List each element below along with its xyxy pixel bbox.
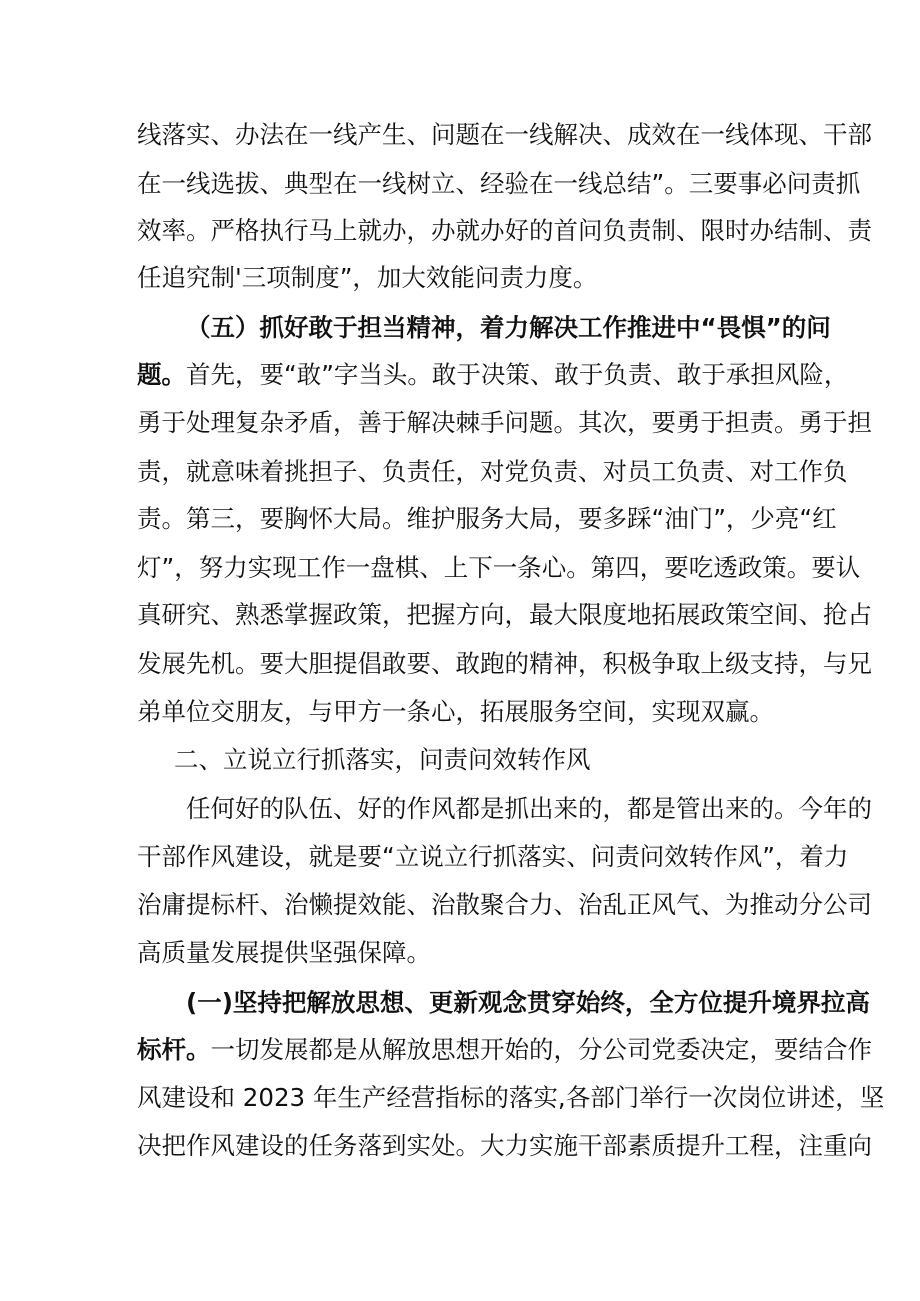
paragraph-3-line-4: 高质量发展提供坚强保障。 <box>137 938 431 967</box>
paragraph-4-heading-end: 标杆。 <box>137 1035 211 1064</box>
paragraph-2-line-7: 真研究、熟悉掌握政策，把握方向，最大限度地拓展政策空间、抢占 <box>137 600 872 629</box>
paragraph-1-line-1: 线落实、办法在一线产生、问题在一线解决、成效在一线体现、干部 <box>137 120 872 149</box>
paragraph-4-line-3: 风建设和 2023 年生产经营指标的落实,各部门举行一次岗位讲述，坚 <box>137 1083 885 1112</box>
section-heading: 二、立说立行抓落实，问责问效转作风 <box>174 745 591 774</box>
paragraph-2-line-5: 责。第三，要胸怀大局。维护服务大局，要多踩“油门”，少亮“红 <box>137 504 837 533</box>
paragraph-4-line-4: 决把作风建设的任务落到实处。大力实施干部素质提升工程，注重向 <box>137 1131 872 1160</box>
paragraph-3-line-2: 干部作风建设，就是要“立说立行抓落实、问责问效转作风”，着力 <box>137 842 849 871</box>
paragraph-2-line-8: 发展先机。要大胆提倡敢要、敢跑的精神，积极争取上级支持，与兄 <box>137 649 872 678</box>
paragraph-2-line-2-text: 首先，要“敢”字当头。敢于决策、敢于负责、敢于承担风险， <box>186 360 849 389</box>
paragraph-3-line-1: 任何好的队伍、好的作风都是抓出来的，都是管出来的。今年的 <box>186 794 872 823</box>
paragraph-2-heading-line-1: （五）抓好敢于担当精神，着力解决工作推进中“畏惧”的问 <box>186 313 831 342</box>
paragraph-4-line-2 <box>137 1035 872 1065</box>
paragraph-2-line-9: 弟单位交朋友，与甲方一条心，拓展服务空间，实现双赢。 <box>137 697 774 726</box>
paragraph-2-line-2 <box>137 360 848 390</box>
paragraph-4-line-2-text: 一切发展都是从解放思想开始的，分公司党委决定，要结合作 <box>210 1035 872 1064</box>
paragraph-2-line-3: 勇于处理复杂矛盾，善于解决棘手问题。其次，要勇于担责。勇于担 <box>137 408 872 437</box>
paragraph-1-line-4: 任追究制'三项制度”，加大效能问责力度。 <box>137 263 598 292</box>
paragraph-2-line-4: 责，就意味着挑担子、负责任，对党负责、对员工负责、对工作负 <box>137 457 848 486</box>
paragraph-3-line-3: 治庸提标杆、治懒提效能、治散聚合力、治乱正风气、为推动分公司 <box>137 890 872 919</box>
paragraph-2-heading-end: 题。 <box>137 360 186 389</box>
paragraph-1-line-3: 效率。严格执行马上就办，办就办好的首问负责制、限时办结制、责 <box>137 216 872 245</box>
paragraph-4-heading-line-1: (一)坚持把解放思想、更新观念贯穿始终，全方位提升境界拉高 <box>186 988 870 1017</box>
paragraph-2-line-6: 灯”，努力实现工作一盘棋、上下一条心。第四，要吃透政策。要认 <box>137 553 861 582</box>
paragraph-1-line-2: 在一线选拔、典型在一线树立、经验在一线总结”。三要事必问责抓 <box>137 169 861 198</box>
